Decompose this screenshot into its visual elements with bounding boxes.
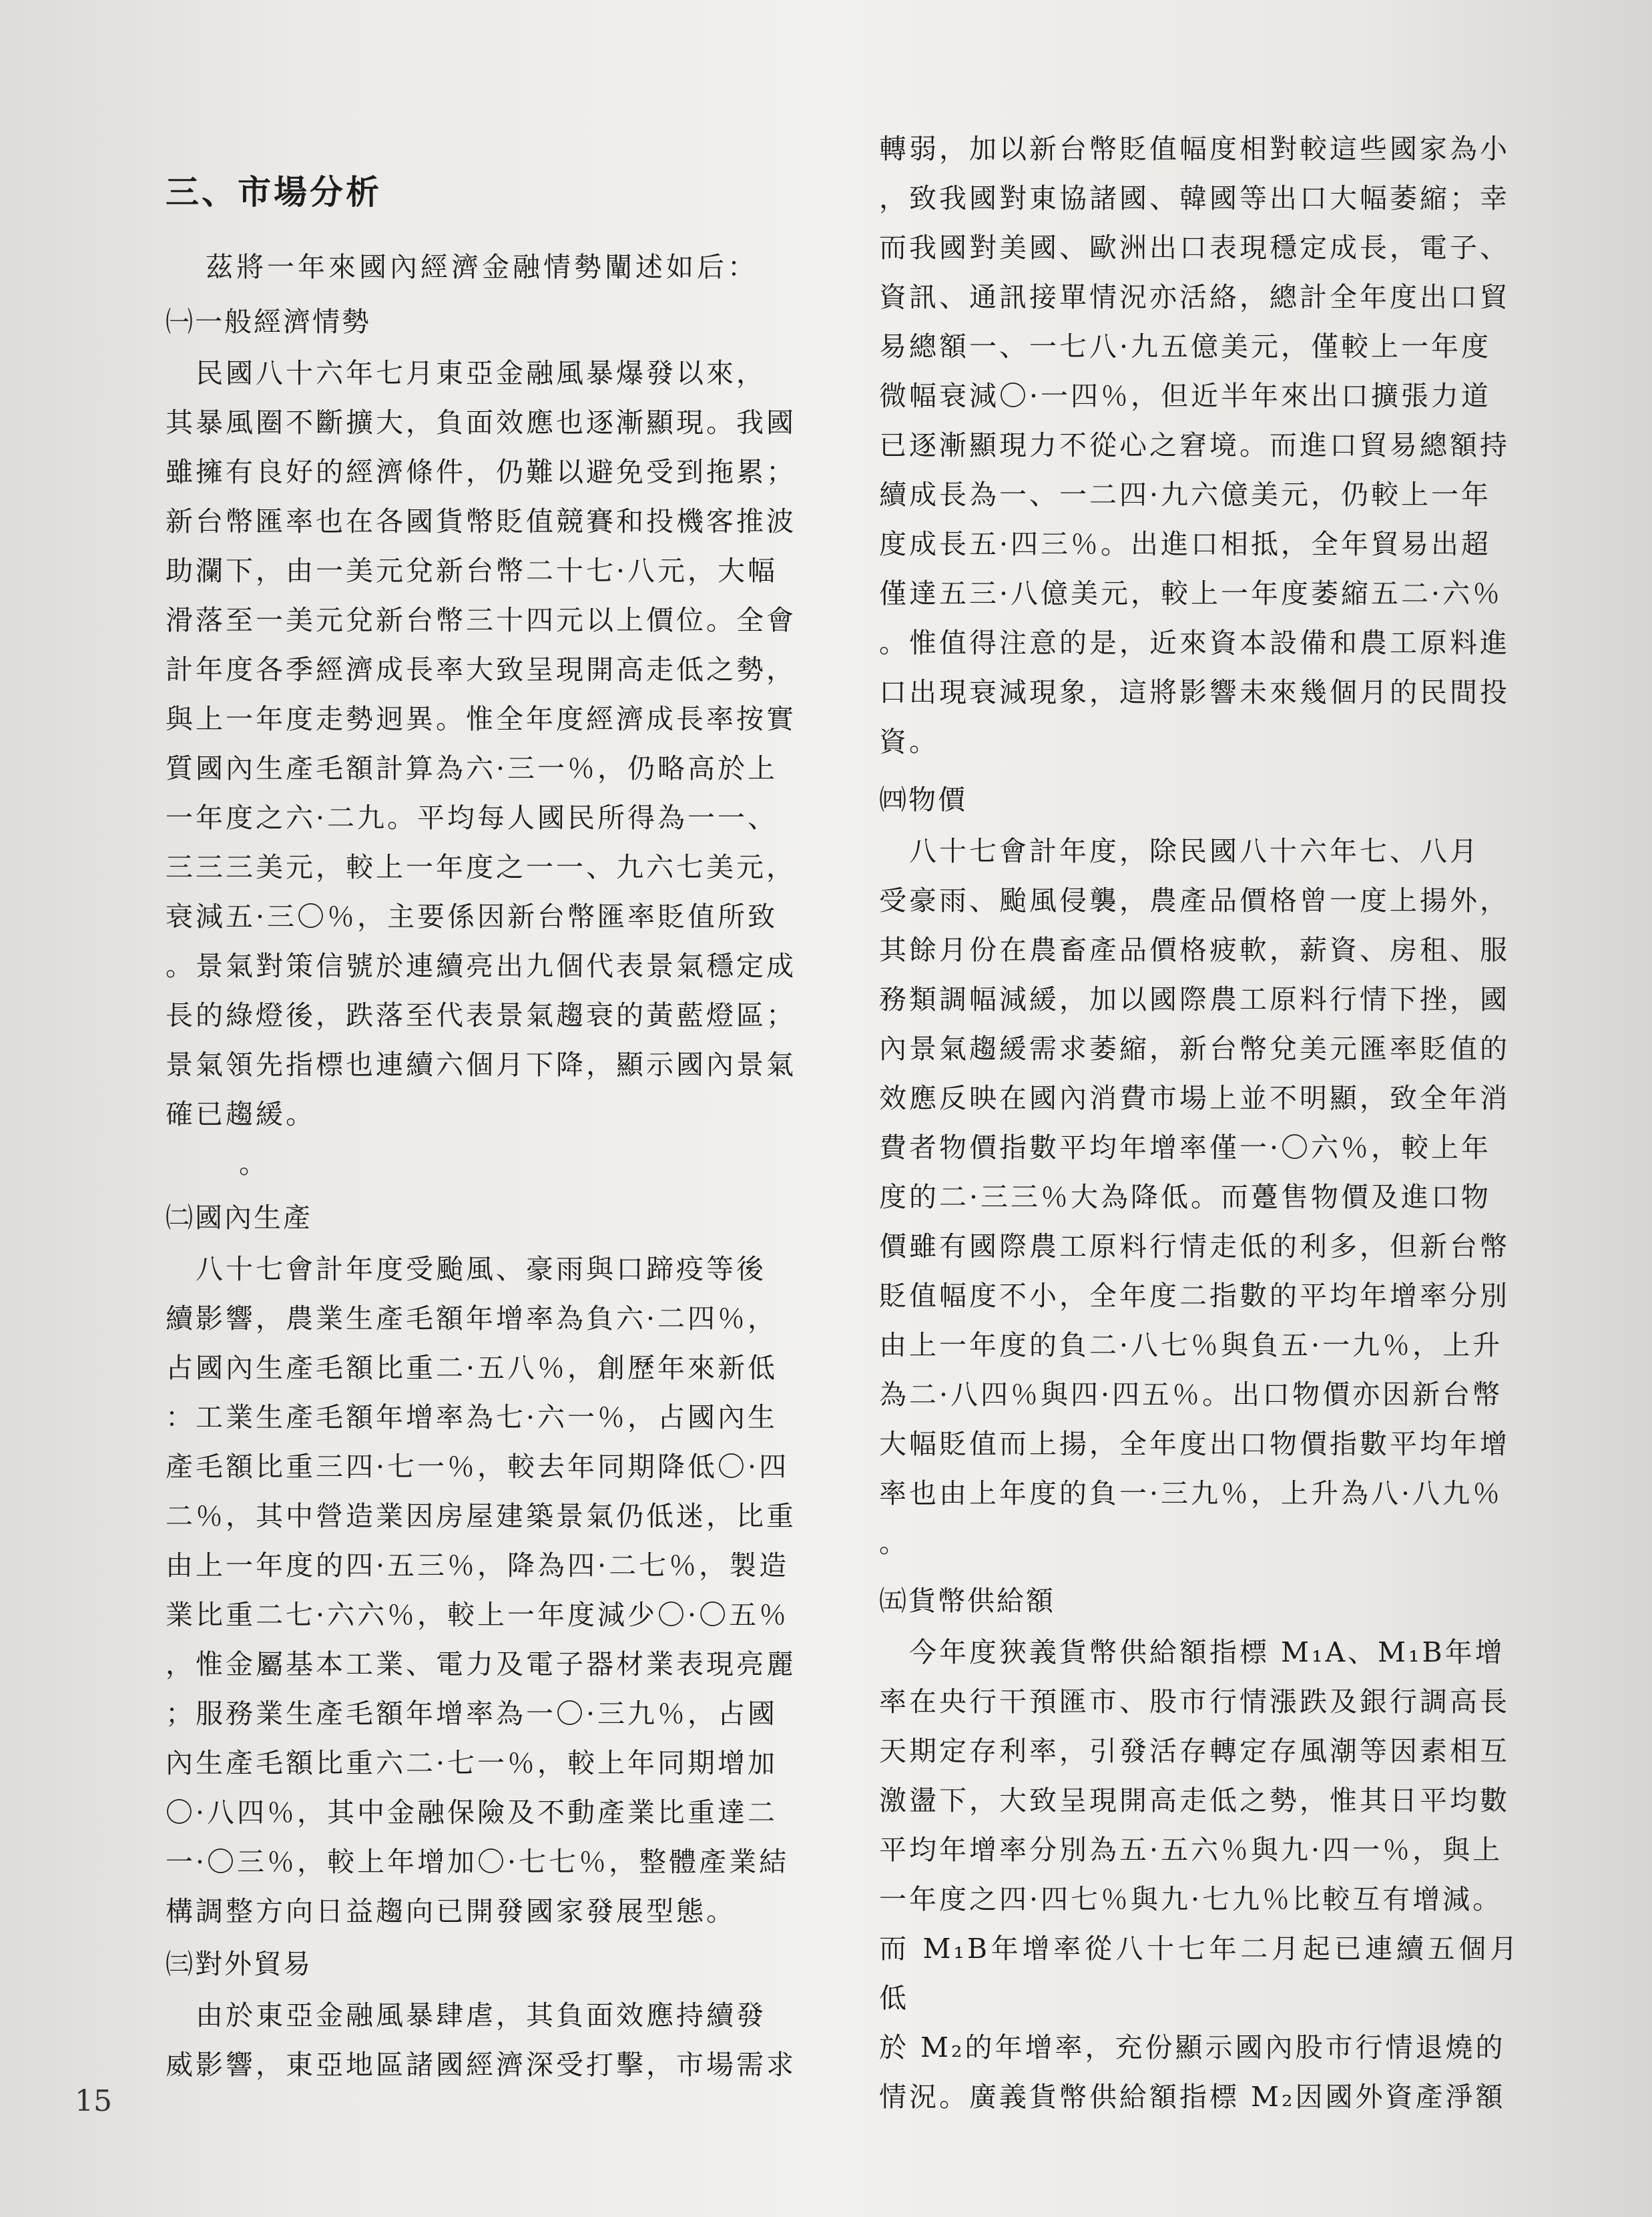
intro-text: 茲將一年來國內經濟金融情勢闡述如后： xyxy=(206,251,758,283)
paragraph-prices: 八十七會計年度，除民國八十六年七、八月 受豪雨、颱風侵襲，農產品價格曾一度上揚外， 其餘月份在農畜產品價格疲軟，薪資、房租、服 務類調幅減緩，加以國際農工原料行情下挫，國 內景氣趨緩需求萎縮，新台幣兌美元匯率貶值的 效應反映在國內消費市場上並不明顯，致全年消 費者物價指數平均年增率僅一·〇六％，較上年 度的二·三三％大為降低。而躉售物價及進口物 價雖有國際農工原料行情走低的利多，但新台幣 貶值幅度不小，全年度二指數的平均年增率分別 由上一年度的負二·八七％與負五·一九％，上升 為二·八四％與四·四五％。出口物價亦因新台幣 大幅貶值而上揚，全年度出口物價指數平均年增 率也由上年度的負一·三九％，上升為八·八九％ 。 xyxy=(879,835,1510,1559)
section-title: 三、市場分析 xyxy=(166,173,382,212)
paragraph-foreign-trade: 由於東亞金融風暴肆虐，其負面效應持續發 威影響，東亞地區諸國經濟深受打擊，市場需求 xyxy=(166,1999,796,2081)
paragraph-foreign-trade-cont: 轉弱，加以新台幣貶值幅度相對較這些國家為小 ，致我國對東協諸國、韓國等出口大幅萎縮；幸 而我國對美國、歐洲出口表現穩定成長，電子、 資訊、通訊接單情況亦活絡，總計全年度出口貿 易總額一、一七八·九五億美元，僅較上一年度 微幅衰減〇·一四％，但近半年來出口擴張力道 已逐漸顯現力不從心之窘境。而進口貿易總額持 續成長為一、一二四·九六億美元，仍較上一年 度成長五·四三％。出進口相抵，全年貿易出超 僅達五三·八億美元，較上一年度萎縮五二·六％ 。惟值得注意的是，近來資本設備和農工原料進 口出現衰減現象，這將影響未來幾個月的民間投 資。 xyxy=(879,133,1510,758)
stray-period: 。 xyxy=(239,1148,266,1180)
heading-domestic-production: ㈡國內生產 xyxy=(166,1202,312,1234)
heading-money-supply: ㈤貨幣供給額 xyxy=(879,1585,1055,1617)
page-number: 15 xyxy=(75,2084,112,2118)
heading-general-economy: ㈠一般經濟情勢 xyxy=(166,306,371,338)
right-column xyxy=(879,124,1520,2122)
left-column xyxy=(166,166,806,2089)
heading-foreign-trade: ㈢對外貿易 xyxy=(166,1948,312,1980)
paragraph-general-economy: 民國八十六年七月東亞金融風暴爆發以來， 其暴風圈不斷擴大，負面效應也逐漸顯現。我國 雖擁有良好的經濟條件，仍難以避免受到拖累； 新台幣匯率也在各國貨幣貶值競賽和投機客推波 助瀾下，由一美元兌新台幣二十七·八元，大幅 滑落至一美元兌新台幣三十四元以上價位。全會 計年度各季經濟成長率大致呈現開高走低之勢， 與上一年度走勢迥異。惟全年度經濟成長率按實 質國內生產毛額計算為六·三一％，仍略高於上 一年度之六·二九。平均每人國民所得為一一、 三三三美元，較上一年度之一一、九六七美元， 衰減五·三〇％，主要係因新台幣匯率貶值所致 。景氣對策信號於連續亮出九個代表景氣穩定成 長的綠燈後，跌落至代表景氣趨衰的黃藍燈區； 景氣領先指標也連續六個月下降，顯示國內景氣 確已趨緩。 xyxy=(166,357,796,1130)
heading-prices: ㈣物價 xyxy=(879,784,967,816)
paragraph-domestic-production: 八十七會計年度受颱風、豪雨與口蹄疫等後 續影響，農業生產毛額年增率為負六·二四％， 占國內生產毛額比重二·五八％，創歷年來新低 ：工業生產毛額年增率為七·六一％，占國內生 產毛額比重三四·七一％，較去年同期降低〇·四 二％，其中營造業因房屋建築景氣仍低迷，比重 由上一年度的四·五三％，降為四·二七％，製造 業比重二七·六六％，較上一年度減少〇·〇五％ ，惟金屬基本工業、電力及電子器材業表現亮麗 ；服務業生產毛額年增率為一〇·三九％，占國 內生產毛額比重六二·七一％，較上年同期增加 〇·八四％，其中金融保險及不動產業比重達二 一·〇三％，較上年增加〇·七七％，整體產業結 構調整方向日益趨向已開發國家發展型態。 xyxy=(166,1253,796,1927)
paragraph-money-supply: 今年度狹義貨幣供給額指標 M₁A、M₁B年增 率在央行干預匯市、股市行情漲跌及銀行調高長 天期定存利率，引發活存轉定存風潮等因素相互 激盪下，大致呈現開高走低之勢，惟其日平均數 平均年增率分別為五·五六％與九·四一％，與上 一年度之四·四七％與九·七九％比較互有增減。 而 M₁B年增率從八十七年二月起已連續五個月低 於 M₂的年增率，充份顯示國內股市行情退燒的 情況。廣義貨幣供給額指標 M₂因國外資產淨額 xyxy=(879,1636,1520,2113)
